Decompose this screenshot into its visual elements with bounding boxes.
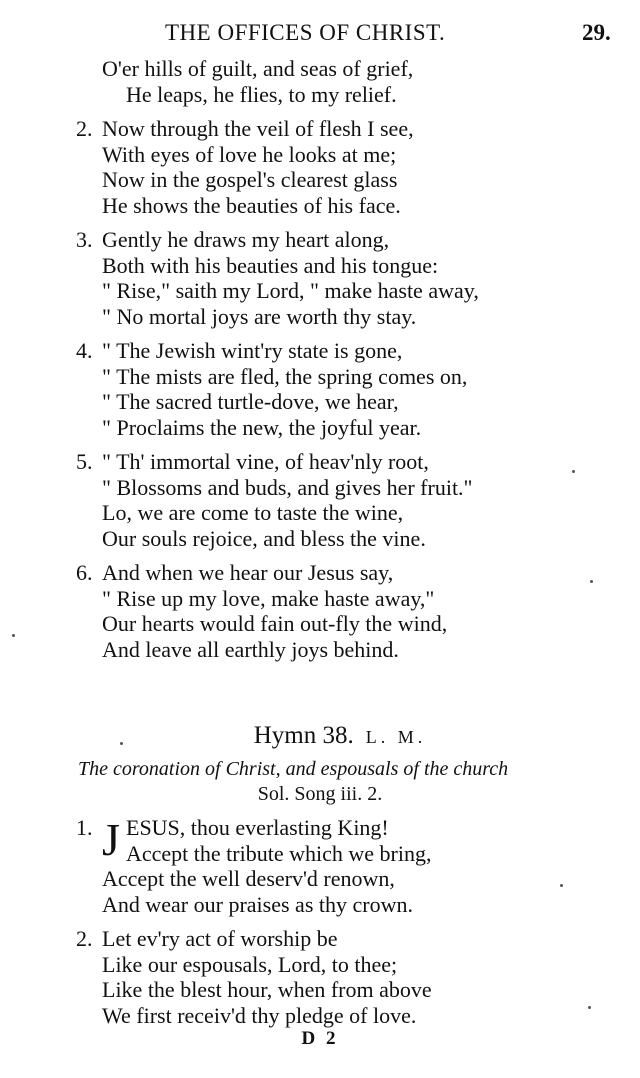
signature-mark: D 2: [301, 1028, 339, 1049]
verse-line: " The mists are fled, the spring comes on,: [102, 363, 468, 389]
verse-line: And leave all earthly joys behind.: [102, 636, 399, 662]
verse-line: He leaps, he flies, to my relief.: [126, 81, 397, 107]
stanza-4: [76, 338, 621, 440]
print-speck: [12, 634, 15, 637]
running-title: THE OFFICES OF CHRIST.: [165, 20, 446, 45]
verse-line: " Proclaims the new, the joyful year.: [102, 414, 422, 440]
print-speck: [588, 1006, 591, 1009]
verse-line: And wear our praises as thy crown.: [102, 891, 413, 917]
verse-line: Our hearts would fain out-fly the wind,: [102, 611, 448, 636]
stanza-number: 6.: [76, 560, 93, 585]
print-speck: [590, 580, 593, 583]
stanza-1: [76, 815, 621, 917]
page-number: 29.: [582, 20, 611, 45]
stanza-number: 2.: [76, 116, 93, 141]
verse-line: Now through the veil of flesh I see,: [102, 116, 414, 141]
hymn-heading: [0, 722, 640, 750]
verse-line: Now in the gospel's clearest glass: [102, 167, 398, 192]
verse-line: " Blossoms and buds, and gives her fruit.": [102, 474, 473, 500]
stanza-2-hymn38: [76, 926, 621, 1028]
stanza-number: 3.: [76, 227, 93, 252]
stanza-5: [76, 449, 621, 551]
stanza-number: 2.: [76, 926, 93, 951]
stanza-number: 1.: [76, 815, 93, 840]
verse-line: ESUS, thou everlasting King!: [126, 815, 389, 840]
verse-line: With eyes of love he looks at me;: [102, 141, 397, 167]
verse-line: And when we hear our Jesus say,: [102, 560, 394, 585]
verse-line: Accept the tribute which we bring,: [126, 840, 432, 866]
verse-line: We first receiv'd thy pledge of love.: [102, 1002, 417, 1028]
verse-line: Let ev'ry act of worship be: [102, 926, 338, 951]
verse-line: Like the blest hour, when from above: [102, 977, 432, 1002]
verse-line: Both with his beauties and his tongue:: [102, 252, 439, 278]
stanza-6: [76, 560, 621, 662]
hymn-subtitle: The coronation of Christ, and espousals of the church: [78, 758, 509, 780]
verse-line: O'er hills of guilt, and seas of grief,: [102, 56, 414, 81]
scripture-reference: Sol. Song iii. 2.: [257, 783, 383, 805]
verse-line: Gently he draws my heart along,: [102, 227, 390, 252]
page-header: [0, 20, 640, 50]
verse-line: " Rise up my love, make haste away,": [102, 585, 435, 611]
stanza-2: [76, 116, 621, 218]
verse-line: " The Jewish wint'ry state is gone,: [102, 338, 403, 363]
verse-line: " Rise," saith my Lord, " make haste away,: [102, 278, 479, 303]
continued-hymn: [76, 56, 621, 662]
verse-line: " No mortal joys are worth thy stay.: [102, 303, 417, 329]
hymn-title: Hymn 38.: [253, 722, 354, 749]
verse-line: " The sacred turtle-dove, we hear,: [102, 389, 399, 414]
stanza-number: 5.: [76, 449, 93, 474]
verse-line: He shows the beauties of his face.: [102, 192, 401, 218]
verse-line: Lo, we are come to taste the wine,: [102, 500, 404, 525]
verse-line: Like our espousals, Lord, to thee;: [102, 951, 398, 977]
verse-line: Our souls rejoice, and bless the vine.: [102, 525, 426, 551]
verse-line: " Th' immortal vine, of heav'nly root,: [102, 449, 429, 474]
stanza-number: 4.: [76, 338, 93, 363]
hymn-38-body: [76, 815, 621, 1028]
stanza-continuation: [76, 56, 621, 107]
verse-line: Accept the well deserv'd renown,: [102, 866, 395, 891]
hymn-meter: L. M.: [365, 727, 427, 747]
print-speck: [572, 470, 575, 473]
print-speck: [120, 742, 123, 745]
print-speck: [560, 884, 563, 887]
drop-cap: J: [102, 814, 120, 865]
stanza-3: [76, 227, 621, 329]
